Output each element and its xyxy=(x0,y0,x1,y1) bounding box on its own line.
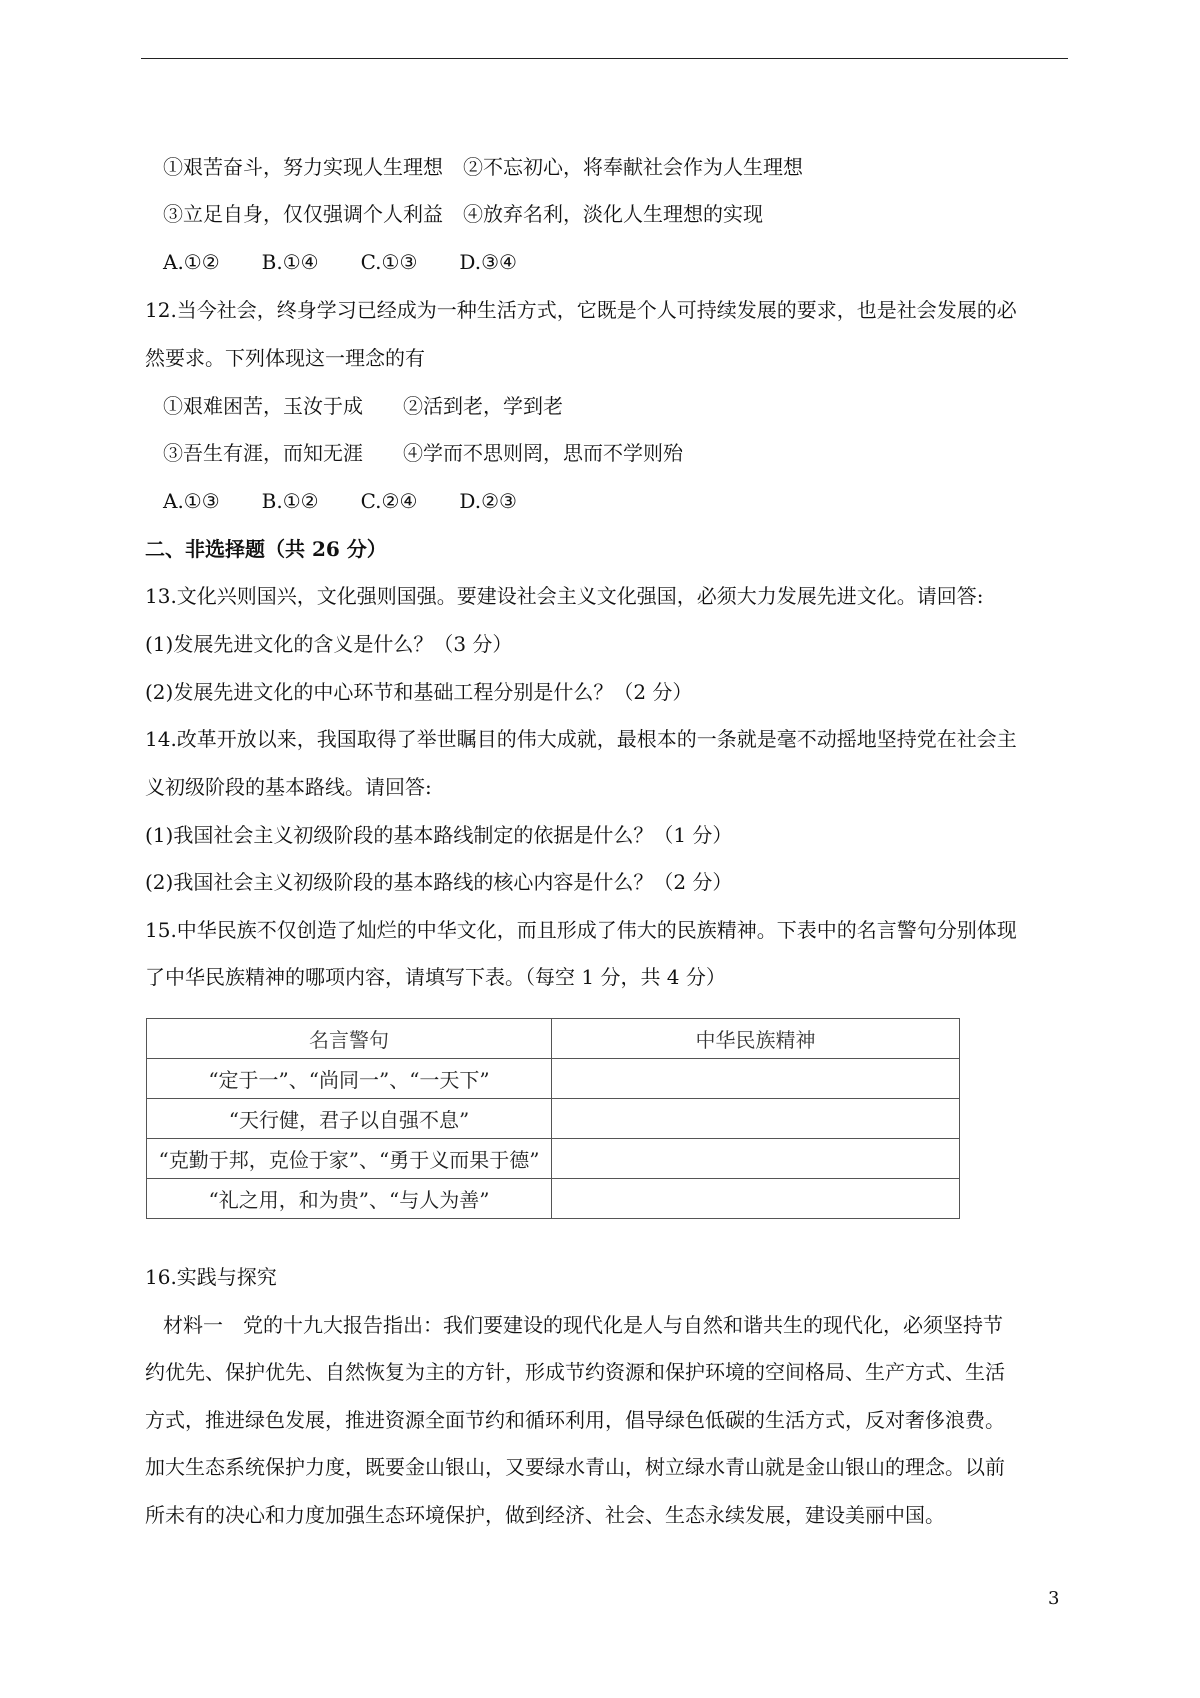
q12-stem-line-1: 12.当今社会，终身学习已经成为一种生活方式，它既是个人可持续发展的要求，也是社会发展的必 xyxy=(145,298,1017,322)
table-cell-quote: “克勤于邦，克俭于家”、“勇于义而果于德” xyxy=(147,1139,552,1179)
table-cell-quote: “定于一”、“尚同一”、“一天下” xyxy=(147,1059,552,1099)
q12-item-line-1: ①艰难困苦，玉汝于成 ②活到老，学到老 xyxy=(163,394,563,418)
table-cell-quote: “礼之用，和为贵”、“与人为善” xyxy=(147,1179,552,1219)
q16-material-line-1: 材料一 党的十九大报告指出：我们要建设的现代化是人与自然和谐共生的现代化，必须坚持节 xyxy=(163,1313,1003,1337)
q11-option-a: A.①② xyxy=(163,250,220,274)
q16-material-line-5: 所未有的决心和力度加强生态环境保护，做到经济、社会、生态永续发展，建设美丽中国。 xyxy=(145,1503,945,1527)
q15-table xyxy=(146,1018,960,1219)
q14-sub-2: (2)我国社会主义初级阶段的基本路线的核心内容是什么？（2 分） xyxy=(145,870,733,894)
q12-option-a: A.①③ xyxy=(163,489,220,513)
q16-material-line-3: 方式，推进绿色发展，推进资源全面节约和循环利用，倡导绿色低碳的生活方式，反对奢侈浪费。 xyxy=(145,1408,1005,1432)
table-cell-answer[interactable] xyxy=(552,1179,960,1219)
header-rule xyxy=(141,58,1068,59)
q12-item-line-2: ③吾生有涯，而知无涯 ④学而不思则罔，思而不学则殆 xyxy=(163,441,683,465)
q11-option-c: C.①③ xyxy=(360,250,418,274)
table-row xyxy=(147,1179,960,1219)
q11-choice-line-1: ①艰苦奋斗，努力实现人生理想 ②不忘初心，将奉献社会作为人生理想 xyxy=(163,155,803,179)
q16-material-line-2: 约优先、保护优先、自然恢复为主的方针，形成节约资源和保护环境的空间格局、生产方式、生活 xyxy=(145,1360,1005,1384)
q13-sub-2: (2)发展先进文化的中心环节和基础工程分别是什么？（2 分） xyxy=(145,680,693,704)
table-header-row xyxy=(147,1019,960,1059)
q14-stem-line-2: 义初级阶段的基本路线。请回答: xyxy=(145,775,432,799)
q11-option-b: B.①④ xyxy=(261,250,319,274)
q13-stem: 13.文化兴则国兴，文化强则国强。要建设社会主义文化强国，必须大力发展先进文化。请回答: xyxy=(145,584,984,608)
q14-sub-1: (1)我国社会主义初级阶段的基本路线制定的依据是什么？（1 分） xyxy=(145,823,733,847)
table-row xyxy=(147,1099,960,1139)
table-row xyxy=(147,1139,960,1179)
q11-choice-line-2: ③立足自身，仅仅强调个人利益 ④放弃名利，淡化人生理想的实现 xyxy=(163,202,763,226)
table-header-quote: 名言警句 xyxy=(147,1019,552,1059)
q12-option-c: C.②④ xyxy=(360,489,418,513)
q12-options xyxy=(163,489,559,513)
q12-stem-line-2: 然要求。下列体现这一理念的有 xyxy=(145,346,425,370)
q11-options xyxy=(163,250,559,274)
q13-sub-1: (1)发展先进文化的含义是什么？（3 分） xyxy=(145,632,513,656)
q11-option-d: D.③④ xyxy=(459,250,517,274)
q12-option-b: B.①② xyxy=(261,489,319,513)
q14-stem-line-1: 14.改革开放以来，我国取得了举世瞩目的伟大成就，最根本的一条就是毫不动摇地坚持党在社会主 xyxy=(145,727,1017,751)
table-cell-answer[interactable] xyxy=(552,1059,960,1099)
table-cell-answer[interactable] xyxy=(552,1099,960,1139)
q15-stem-line-2: 了中华民族精神的哪项内容，请填写下表。（每空 1 分，共 4 分） xyxy=(145,965,726,989)
q12-option-d: D.②③ xyxy=(459,489,517,513)
section-2-title: 二、非选择题（共 26 分） xyxy=(145,537,387,561)
table-header-spirit: 中华民族精神 xyxy=(552,1019,960,1059)
table-cell-answer[interactable] xyxy=(552,1139,960,1179)
q16-material-line-4: 加大生态系统保护力度，既要金山银山，又要绿水青山，树立绿水青山就是金山银山的理念。以前 xyxy=(145,1455,1005,1479)
q15-stem-line-1: 15.中华民族不仅创造了灿烂的中华文化，而且形成了伟大的民族精神。下表中的名言警句分别体现 xyxy=(145,918,1017,942)
table-cell-quote: “天行健，君子以自强不息” xyxy=(147,1099,552,1139)
page-number: 3 xyxy=(1048,1588,1060,1609)
q16-title: 16.实践与探究 xyxy=(145,1265,277,1289)
table-row xyxy=(147,1059,960,1099)
